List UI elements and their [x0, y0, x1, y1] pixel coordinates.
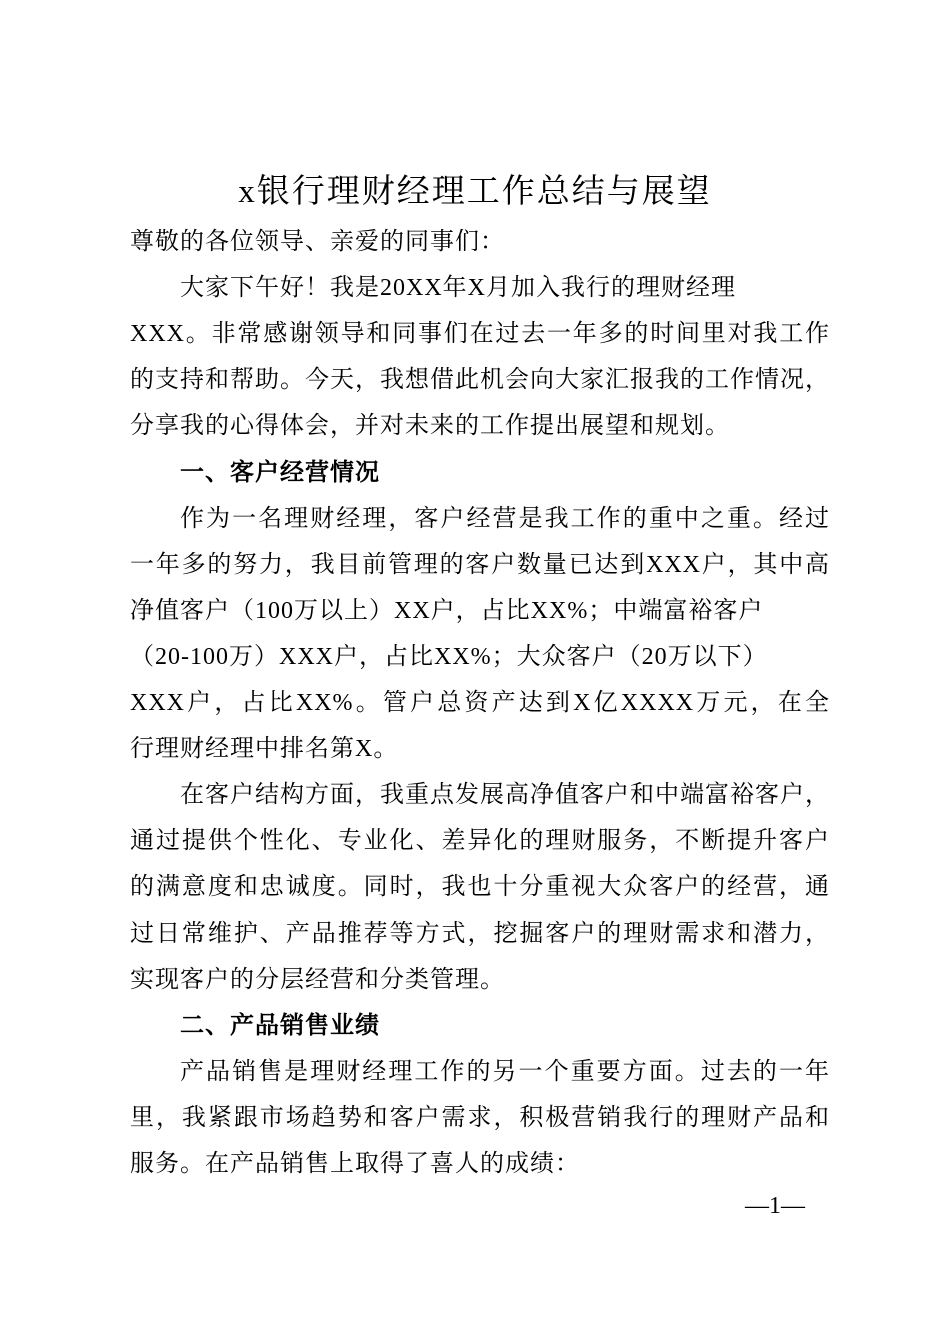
text-line: XXX。非常感谢领导和同事们在过去一年多的时间里对我工作 [130, 321, 830, 348]
text-line: 的满意度和忠诚度。同时，我也十分重视大众客户的经营，通 [130, 874, 830, 901]
text-line: 的支持和帮助。今天，我想借此机会向大家汇报我的工作情况， [130, 367, 830, 394]
text-line: 过日常维护、产品推荐等方式，挖掘客户的理财需求和潜力， [130, 920, 830, 947]
section-heading: 一、客户经营情况 [180, 458, 380, 486]
document-title: x银行理财经理工作总结与展望 [238, 174, 712, 210]
text-line: 服务。在产品销售上取得了喜人的成绩： [130, 1151, 580, 1177]
page-number: —1— [745, 1193, 805, 1219]
text-line: 产品销售是理财经理工作的另一个重要方面。过去的一年 [180, 1058, 830, 1085]
text-line: 尊敬的各位领导、亲爱的同事们： [130, 229, 505, 255]
text-line: 里，我紧跟市场趋势和客户需求，积极营销我行的理财产品和 [130, 1104, 830, 1131]
text-line: 一年多的努力，我目前管理的客户数量已达到XXX户，其中高 [130, 551, 830, 578]
text-line: XXX户，占比XX%。管户总资产达到X亿XXXX万元，在全 [130, 690, 830, 716]
text-line: 作为一名理财经理，客户经营是我工作的重中之重。经过 [180, 505, 830, 532]
text-line: 行理财经理中排名第X。 [130, 736, 399, 763]
text-line: 在客户结构方面，我重点发展高净值客户和中端富裕客户， [180, 782, 830, 809]
section-heading: 二、产品销售业绩 [180, 1011, 380, 1039]
text-line: 净值客户（100万以上）XX户，占比XX%；中端富裕客户 [130, 597, 764, 624]
text-line: 实现客户的分层经营和分类管理。 [130, 966, 505, 993]
text-line: （20-100万）XXX户，占比XX%；大众客户（20万以下） [130, 643, 768, 670]
text-line: 大家下午好！我是20XX年X月加入我行的理财经理 [180, 275, 736, 302]
text-line: 分享我的心得体会，并对未来的工作提出展望和规划。 [130, 413, 730, 440]
text-line: 通过提供个性化、专业化、差异化的理财服务，不断提升客户 [130, 828, 830, 855]
